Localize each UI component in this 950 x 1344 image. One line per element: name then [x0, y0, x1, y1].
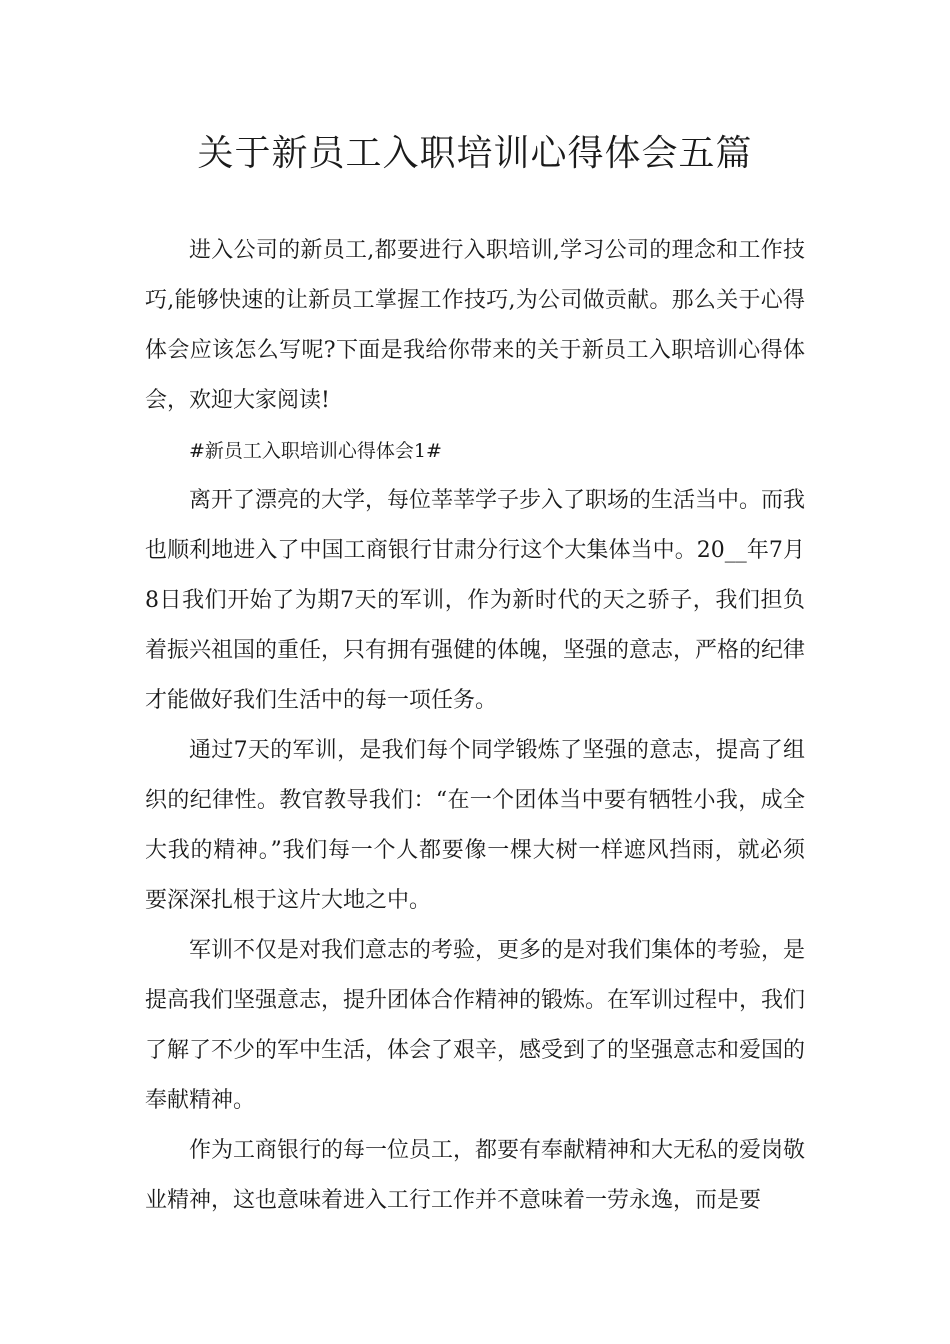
body-paragraph-2: 通过7天的军训，是我们每个同学锻炼了坚强的意志，提高了组织的纪律性。教官教导我们：“在一个团体当中要有牺牲小我，成全大我的精神。”我们每一个人都要像一棵大树一样遮风挡雨，就必须要深深扎根于这片大地之中。: [145, 738, 805, 913]
document-title: 关于新员工入职培训心得体会五篇: [197, 133, 753, 174]
section-heading-1: #新员工入职培训心得体会1#: [189, 440, 442, 462]
document-body: [145, 226, 805, 1226]
body-paragraph-1: 离开了漂亮的大学，每位莘莘学子步入了职场的生活当中。而我也顺利地进入了中国工商银行甘肃分行这个大集体当中。20__年7月8日我们开始了为期7天的军训，作为新时代的天之骄子，我们担负着振兴祖国的重任，只有拥有强健的体魄，坚强的意志，严格的纪律才能做好我们生活中的每一项任务。: [145, 488, 806, 713]
body-paragraph-4: 作为工商银行的每一位员工，都要有奉献精神和大无私的爱岗敬业精神，这也意味着进入工行工作并不意味着一劳永逸，而是要: [145, 1138, 806, 1213]
body-paragraph-3: 军训不仅是对我们意志的考验，更多的是对我们集体的考验，是提高我们坚强意志，提升团体合作精神的锻炼。在军训过程中，我们了解了不少的军中生活，体会了艰辛，感受到了的坚强意志和爱国的奉献精神。: [145, 938, 806, 1113]
intro-paragraph: 进入公司的新员工,都要进行入职培训,学习公司的理念和工作技巧,能够快速的让新员工掌握工作技巧,为公司做贡献。那么关于心得体会应该怎么写呢?下面是我给你带来的关于新员工入职培训心得体会，欢迎大家阅读!: [145, 238, 805, 413]
